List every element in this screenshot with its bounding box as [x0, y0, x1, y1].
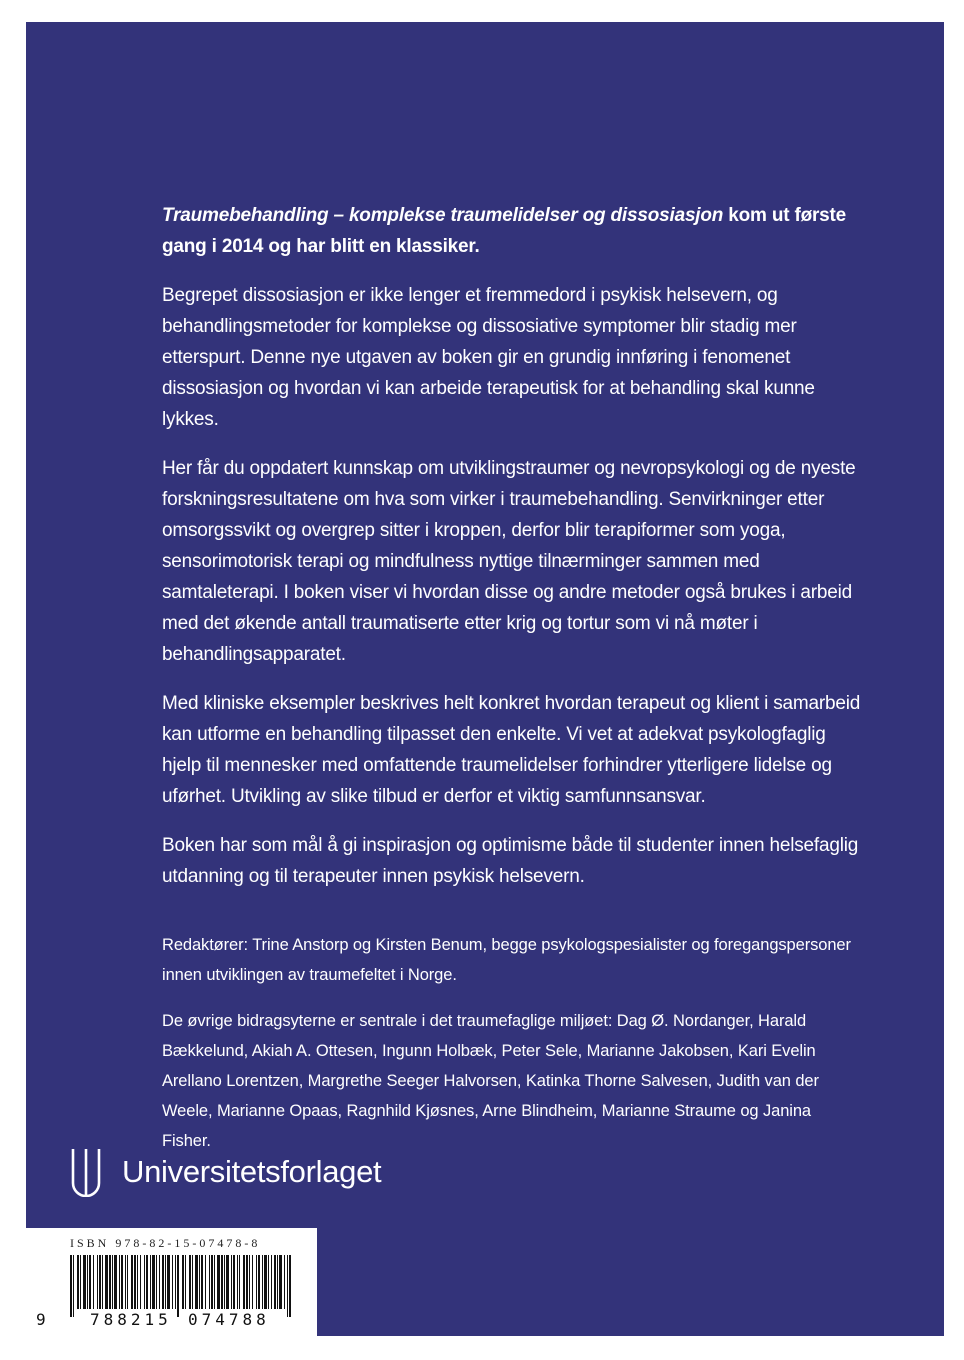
barcode-digits-left: 788215	[90, 1310, 172, 1329]
credits	[162, 930, 862, 1156]
barcode-panel	[26, 1228, 317, 1336]
barcode-first-digit: 9	[36, 1310, 46, 1329]
publisher-block	[70, 1147, 381, 1197]
intro-paragraph	[162, 200, 862, 262]
publisher-name: Universitetsforlaget	[122, 1154, 382, 1189]
intro-text: kom ut første gang i 2014 og har blitt en klassiker.	[162, 205, 847, 257]
back-cover	[26, 22, 944, 1336]
paragraph-dissociation: Begrepet dissosiasjon er ikke lenger et fremmedord i psykisk helsevern, og behandlingsmetoder for komplekse og dissosiative symptomer blir stadig mer etterspurt. Denne nye utgaven av boken gir en grundig innføring i fenomenet dissosiasjon og hvordan vi kan arbeide terapeutisk for at behandling skal kunne lykkes.	[162, 285, 815, 430]
isbn-label: ISBN 978-82-15-07478-8	[70, 1236, 261, 1250]
contributors-credit: De øvrige bidragsyterne er sentrale i det traumefaglige miljøet: Dag Ø. Nordanger, Harald Bækkelund, Akiah A. Ottesen, Ingunn Holbæk, Peter Sele, Marianne Jakobsen, Kari Evelin Arellano Lorentzen, Margrethe Seeger Halvorsen, Katinka Thorne Salvesen, Judith van der Weele, Marianne Opaas, Ragnhild Kjøsnes, Arne Blindheim, Marianne Straume og Janina Fisher.	[162, 1012, 819, 1150]
universitetsforlaget-u-logo-icon	[70, 1147, 102, 1197]
book-title: Traumebehandling – komplekse traumelidelser og dissosiasjon	[162, 205, 724, 226]
blurb	[162, 200, 862, 1172]
barcode-digits-right: 074788	[188, 1310, 270, 1329]
paragraph-knowledge: Her får du oppdatert kunnskap om utviklingstraumer og nevropsykologi og de nyeste forskningsresultatene om hva som virker i traumebehandling. Senvirkninger etter omsorgssvikt og overgrep sitter i kroppen, derfor blir terapiformer som yoga, sensorimotorisk terapi og mindfulness nyttige tilnærminger sammen med samtaleterapi. I boken viser vi hvordan disse og andre metoder også brukes i arbeid med det økende antall traumatiserte etter krig og tortur som vi nå møter i behandlingsapparatet.	[162, 458, 856, 665]
paragraph-clinical-examples: Med kliniske eksempler beskrives helt konkret hvordan terapeut og klient i samarbeid kan utforme en behandling tilpasset den enkelte. Vi vet at adekvat psykologfaglig hjelp til mennesker med omfattende traumelidelser forhindrer ytterligere lidelse og uførhet. Utvikling av slike tilbud er derfor et viktig samfunnsansvar.	[162, 693, 861, 807]
paragraph-goal: Boken har som mål å gi inspirasjon og optimisme både til studenter innen helsefaglig utdanning og til terapeuter innen psykisk helsevern.	[162, 835, 859, 887]
editors-credit: Redaktører: Trine Anstorp og Kirsten Benum, begge psykologspesialister og foregangspersoner innen utviklingen av traumefeltet i Norge.	[162, 936, 851, 984]
